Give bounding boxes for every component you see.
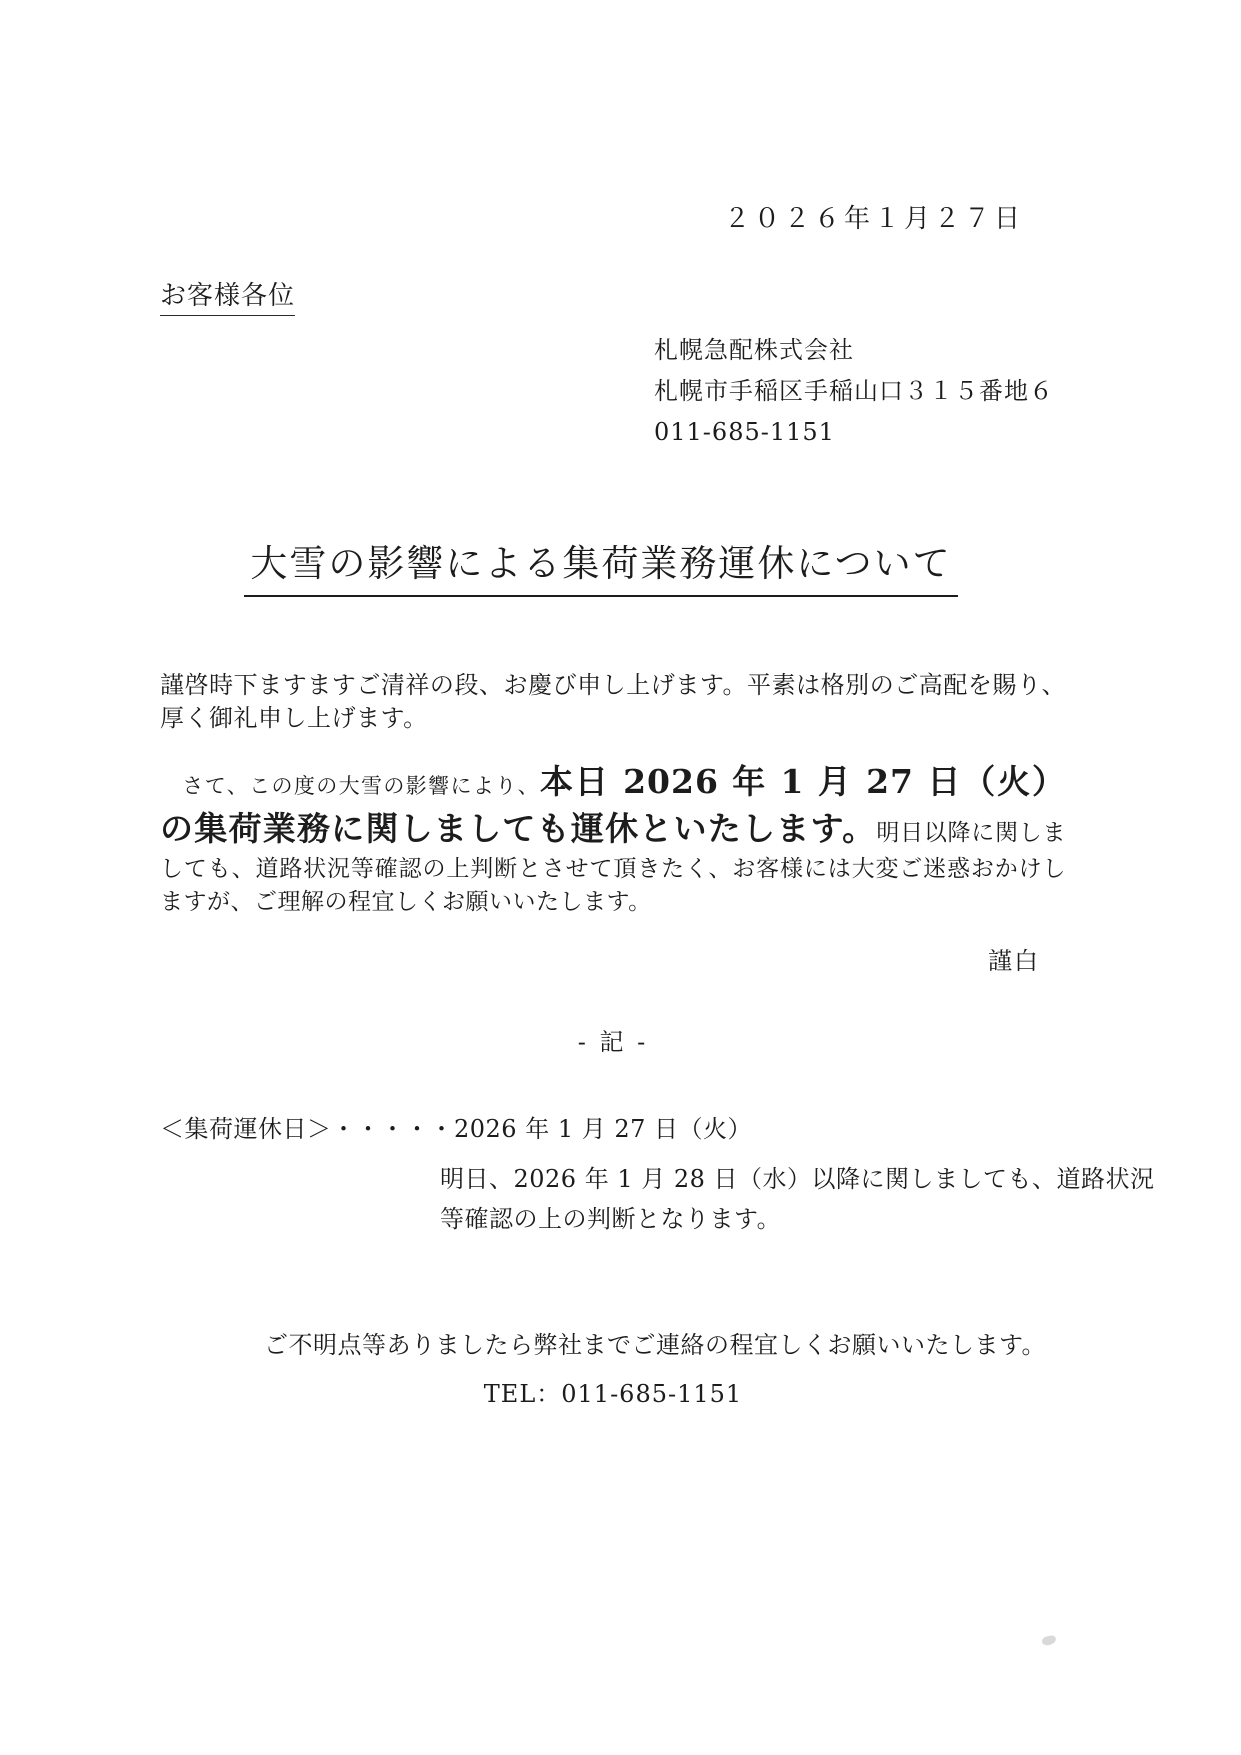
main-paragraph-emphasis: 本日 2026 年 1 月 27 日（火）の集荷業務に関しましても運休といたします。: [160, 762, 1066, 849]
notice-first-line: [160, 1109, 1066, 1144]
record-marker: - 記 -: [577, 1028, 649, 1057]
footer-tel: TEL：011-685-1151: [483, 1380, 743, 1409]
scan-artifact-mark: [1041, 1635, 1057, 1647]
main-paragraph-lead: さて、この度の大雪の影響により、: [160, 774, 540, 799]
sender-phone: 011-685-1151: [654, 418, 835, 446]
sender-company: 札幌急配株式会社: [654, 336, 854, 364]
sender-block: [654, 330, 1066, 453]
notice-block: [160, 1109, 1155, 1239]
notice-note-line2: 等確認の上の判断となります。: [440, 1204, 782, 1233]
recipient-label: お客様各位: [160, 275, 295, 316]
sender-address: 札幌市手稲区手稲山口３１５番地６: [654, 377, 1054, 405]
notice-note-line1: 明日、2026 年 1 月 28 日（水）以降に関しましても、道路状況: [440, 1165, 1155, 1194]
document-date: ２０２６年１月２７日: [723, 204, 1024, 234]
main-paragraph: [160, 759, 1066, 918]
notice-dots: ・・・・・: [331, 1115, 454, 1144]
document-title: 大雪の影響による集荷業務運休について: [244, 533, 957, 597]
main-paragraph-tail: 明日以降に関しましても、道路状況等確認の上判断とさせて頂きたく、お客様には大変ご迷惑おかけしますが、ご理解の程宜しくお願いいたします。: [160, 820, 1067, 915]
notice-continuation: [440, 1160, 1155, 1239]
notice-label: ＜集荷運休日＞: [160, 1115, 332, 1144]
recipient-line: [160, 275, 1066, 316]
title-section: [148, 533, 1054, 597]
notice-value: 2026 年 1 月 27 日（火）: [454, 1115, 753, 1144]
closing-word: 謹白: [988, 947, 1040, 976]
footer-contact-text: ご不明点等ありましたら弊社までご連絡の程宜しくお願いいたします。: [263, 1331, 1047, 1360]
greeting-paragraph: 謹啓時下ますますご清祥の段、お慶び申し上げます。平素は格別のご高配を賜り、厚く御礼申し上げます。: [160, 671, 1066, 733]
